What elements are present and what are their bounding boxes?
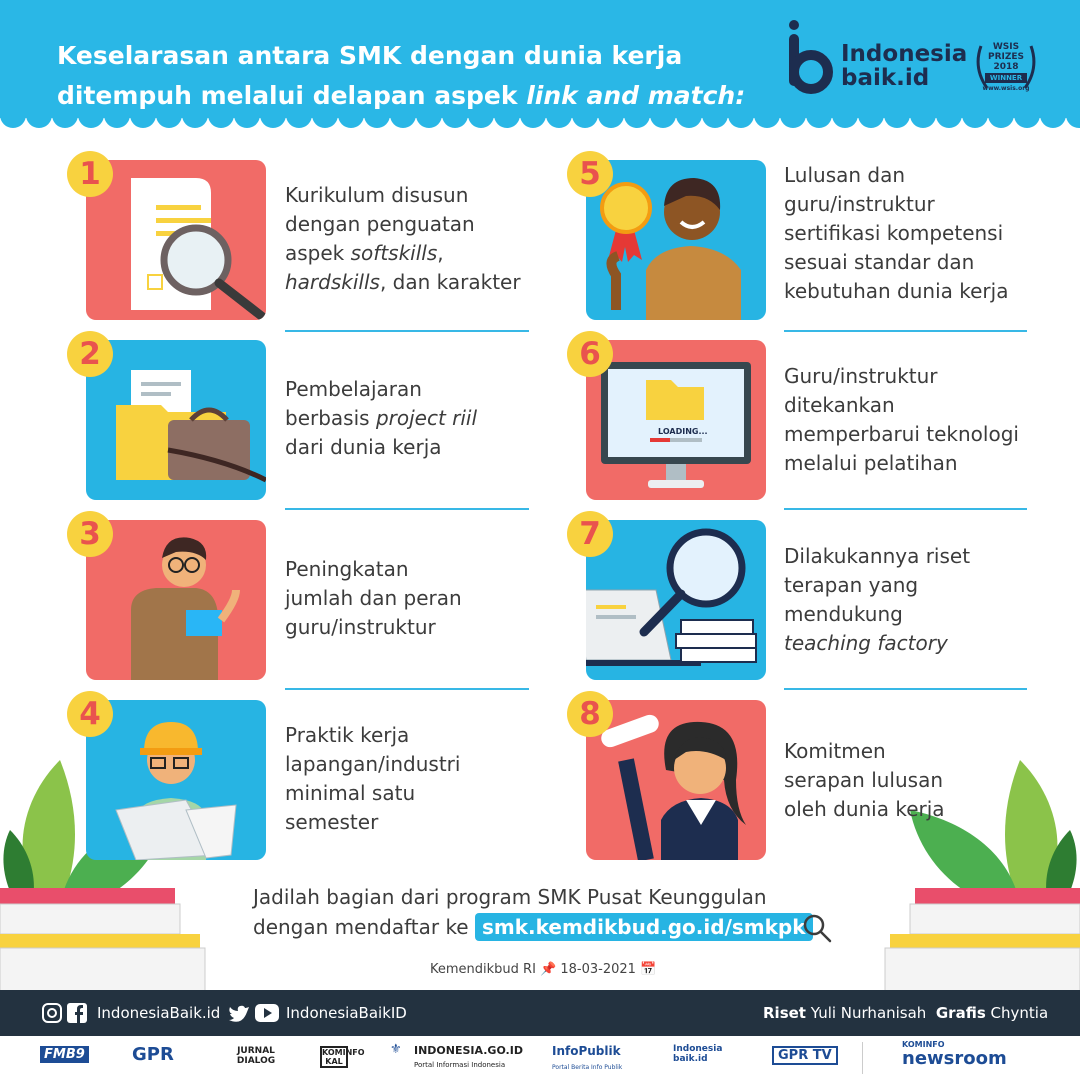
wsis-award-badge <box>973 38 1039 98</box>
fmb9-logo: FMB9 <box>40 1046 89 1063</box>
aspect-3-number-badge: 3 <box>67 511 113 557</box>
aspect-2-number-badge: 2 <box>67 331 113 377</box>
logo-text-line-2: baik.id <box>841 65 930 91</box>
award-line-2: PRIZES <box>987 52 1025 62</box>
credits: Riset Yuli Nurhanisah Grafis Chyntia <box>763 1004 1049 1022</box>
divider <box>784 688 1027 690</box>
aspect-4-text: Praktik kerja lapangan/industri minimal satu semester <box>285 723 461 834</box>
page-title <box>57 36 757 116</box>
indonesia-go-id-logo: INDONESIA.GO.ID Portal Informasi Indonesia <box>414 1044 523 1069</box>
footer-handle-1[interactable]: IndonesiaBaik.id <box>97 1004 221 1022</box>
scallop-bump <box>1014 112 1040 128</box>
scallop-bump <box>962 112 988 128</box>
scallop-bump <box>780 112 806 128</box>
aspect-4-number-badge: 4 <box>67 691 113 737</box>
award-line-5: www.wsis.org <box>982 85 1030 92</box>
folder-briefcase-icon <box>86 340 266 500</box>
aspect-7-illustration <box>586 520 766 680</box>
scallop-bump <box>754 112 780 128</box>
scallop-bump <box>988 112 1014 128</box>
divider <box>285 688 529 690</box>
aspect-3-text: Peningkatan jumlah dan peran guru/instruktur <box>285 557 462 639</box>
aspect-2-illustration <box>86 340 266 500</box>
aspect-8-text: Komitmen serapan lulusan oleh dunia kerja <box>784 739 945 821</box>
aspect-8-number-badge: 8 <box>567 691 613 737</box>
computer-loading-icon <box>586 340 766 500</box>
indonesiabaik-small-logo: Indonesia baik.id <box>673 1044 723 1064</box>
svg-text:LOADING...: LOADING... <box>658 427 708 436</box>
kominfo-kal-logo: KOMINFO KAL <box>322 1048 365 1066</box>
engineer-icon <box>86 700 266 860</box>
footer-handle-2[interactable]: IndonesiaBaikID <box>286 1004 407 1022</box>
graduate-icon <box>586 700 766 860</box>
gpr-logo: GPR <box>132 1044 174 1065</box>
divider <box>784 508 1027 510</box>
divider <box>285 330 529 332</box>
aspect-4-illustration <box>86 700 266 860</box>
indonesiabaik-logo <box>785 20 975 100</box>
scallop-bump <box>26 112 52 128</box>
aspect-1-text: Kurikulum disusun dengan penguatan aspek softskills, hardskills, dan karakter <box>285 183 521 294</box>
instagram-icon[interactable] <box>42 1003 62 1023</box>
scallop-bump <box>806 112 832 128</box>
scallop-bump <box>858 112 884 128</box>
title-line-2: ditempuh melalui delapan aspek <box>57 81 527 110</box>
divider <box>784 330 1027 332</box>
aspect-6-illustration <box>586 340 766 500</box>
document-magnifier-icon <box>86 160 266 320</box>
aspect-7-text: Dilakukannya riset terapan yang mendukung teaching factory <box>784 544 971 655</box>
aspect-6-number-badge: 6 <box>567 331 613 377</box>
kominfo-newsroom-logo: KOMINFO newsroom <box>902 1040 1007 1069</box>
aspect-6-text: Guru/instruktur ditekankan memperbarui teknologi melalui pelatihan <box>784 364 1019 475</box>
scallop-bump <box>0 112 26 128</box>
logo-b-icon <box>785 20 833 100</box>
aspect-8-illustration <box>586 700 766 860</box>
calendar-icon: 📅 <box>640 962 657 977</box>
source-org: Kemendikbud RI <box>430 962 536 977</box>
scallop-bump <box>1040 112 1066 128</box>
scallop-bump <box>832 112 858 128</box>
title-line-1: Keselarasan antara SMK dengan dunia kerja <box>57 41 683 70</box>
registration-url-link[interactable]: smk.kemdikbud.go.id/smkpk <box>475 913 813 941</box>
aspect-1-number-badge: 1 <box>67 151 113 197</box>
pin-icon: 📌 <box>540 962 557 977</box>
title-line-2-emphasis: link and match: <box>526 81 746 110</box>
award-line-4: WINNER <box>985 73 1027 83</box>
scallop-bump <box>884 112 910 128</box>
jurnal-dialog-logo: JURNAL DIALOG <box>236 1046 276 1066</box>
teacher-icon <box>86 520 266 680</box>
medal-certified-icon <box>586 160 766 320</box>
youtube-icon[interactable] <box>255 1004 279 1022</box>
award-line-1: WSIS <box>992 42 1020 52</box>
research-magnifier-icon <box>586 520 766 680</box>
divider <box>285 508 529 510</box>
cta-line-1: Jadilah bagian dari program SMK Pusat Keunggulan <box>253 885 767 909</box>
twitter-icon[interactable] <box>228 1004 250 1022</box>
aspect-3-illustration <box>86 520 266 680</box>
cta-line-2: dengan mendaftar ke <box>253 915 475 939</box>
gpr-tv-logo: GPR TV <box>772 1046 838 1065</box>
facebook-icon[interactable] <box>67 1003 87 1023</box>
aspect-7-number-badge: 7 <box>567 511 613 557</box>
scallop-bump <box>1066 112 1080 128</box>
search-icon <box>802 913 832 943</box>
source-date: 18-03-2021 <box>560 962 636 977</box>
aspect-5-illustration <box>586 160 766 320</box>
call-to-action <box>253 882 853 942</box>
scallop-bump <box>910 112 936 128</box>
footer-bar <box>0 990 1080 1036</box>
award-line-3: 2018 <box>993 62 1019 72</box>
logo-divider <box>862 1042 863 1074</box>
aspect-1-illustration <box>86 160 266 320</box>
partner-logos <box>0 1036 1080 1080</box>
scallop-bump <box>936 112 962 128</box>
aspect-5-text: Lulusan dan guru/instruktur sertifikasi kompetensi sesuai standar dan kebutuhan dunia kerja <box>784 163 1009 303</box>
infopublik-logo: InfoPublik Portal Berita Info Publik <box>552 1044 623 1071</box>
source-line <box>430 962 656 977</box>
logo-text-line-1: Indonesia <box>841 41 968 67</box>
aspect-2-text: Pembelajaran berbasis project riil dari dunia kerja <box>285 377 478 459</box>
aspect-5-number-badge: 5 <box>567 151 613 197</box>
garuda-icon: ⚜ <box>390 1042 402 1057</box>
